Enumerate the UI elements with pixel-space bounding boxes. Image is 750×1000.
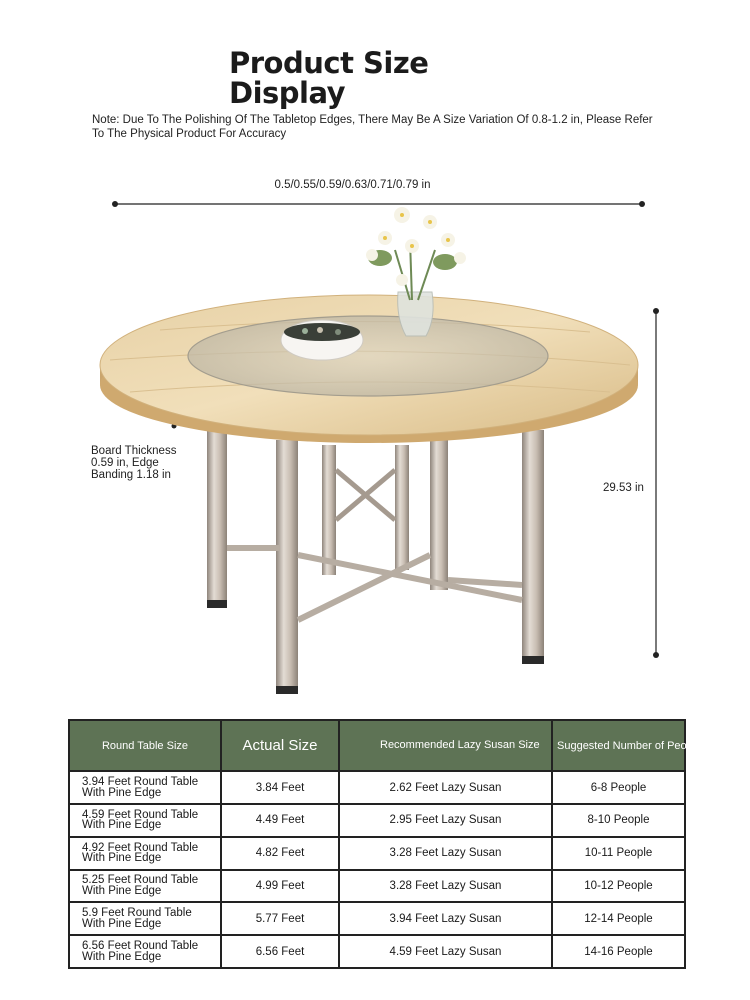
table-row: [69, 870, 685, 903]
title-line-1: Product Size: [229, 46, 429, 80]
table-header-row: [69, 720, 685, 771]
bowl: [281, 320, 363, 360]
table-cell: 3.28 Feet Lazy Susan: [339, 870, 552, 903]
table-cell: 6.56 Feet: [221, 935, 339, 968]
table-row: [69, 902, 685, 935]
table-cell: 2.95 Feet Lazy Susan: [339, 804, 552, 837]
table-cell: 14-16 People: [552, 935, 685, 968]
table-row: [69, 804, 685, 837]
title-line-2: Display: [229, 76, 346, 110]
table-row: [69, 837, 685, 870]
table-cell: 5.9 Feet Round Table With Pine Edge: [69, 902, 221, 935]
table-cell: 10-12 People: [552, 870, 685, 903]
board-thickness-label: Board Thickness 0.59 in, Edge Banding 1.18 in: [91, 445, 177, 481]
table-cell: 8-10 People: [552, 804, 685, 837]
table-cell: 4.92 Feet Round Table With Pine Edge: [69, 837, 221, 870]
table-cell: 3.84 Feet: [221, 771, 339, 804]
width-dimension-line: [112, 201, 645, 207]
header-lazy-susan-size: Recommended Lazy Susan Size: [339, 720, 552, 771]
size-spec-table: [68, 719, 702, 969]
lazy-susan-glass: [188, 316, 548, 396]
table-legs: [207, 430, 544, 694]
table-cell: 4.59 Feet Lazy Susan: [339, 935, 552, 968]
table-cell: 4.99 Feet: [221, 870, 339, 903]
table-cell: 3.94 Feet Round Table With Pine Edge: [69, 771, 221, 804]
size-variation-note: Note: Due To The Polishing Of The Tabletop Edges, There May Be A Size Variation Of 0.8-1.2 in, Please Refer To The Physical Product For Accuracy: [92, 114, 653, 140]
header-actual-size: Actual Size: [221, 720, 339, 771]
table-cell: 4.49 Feet: [221, 804, 339, 837]
header-people: Suggested Number of People: [552, 720, 685, 771]
height-dimension-label: 29.53 in: [603, 482, 644, 494]
width-dimension-label: 0.5/0.55/0.59/0.63/0.71/0.79 in: [274, 179, 431, 191]
table-cell: 3.28 Feet Lazy Susan: [339, 837, 552, 870]
table-row: [69, 935, 685, 968]
table-cell: 5.77 Feet: [221, 902, 339, 935]
table-cell: 10-11 People: [552, 837, 685, 870]
table-cell: 5.25 Feet Round Table With Pine Edge: [69, 870, 221, 903]
table-cell: 6.56 Feet Round Table With Pine Edge: [69, 935, 221, 968]
height-dimension-line: [653, 308, 659, 658]
table-cell: 4.59 Feet Round Table With Pine Edge: [69, 804, 221, 837]
table-cell: 2.62 Feet Lazy Susan: [339, 771, 552, 804]
header-round-table-size: Round Table Size: [69, 720, 221, 771]
table-row: [69, 771, 685, 804]
table-cell: 12-14 People: [552, 902, 685, 935]
table-cell: 3.94 Feet Lazy Susan: [339, 902, 552, 935]
table-cell: 4.82 Feet: [221, 837, 339, 870]
table-cell: 6-8 People: [552, 771, 685, 804]
